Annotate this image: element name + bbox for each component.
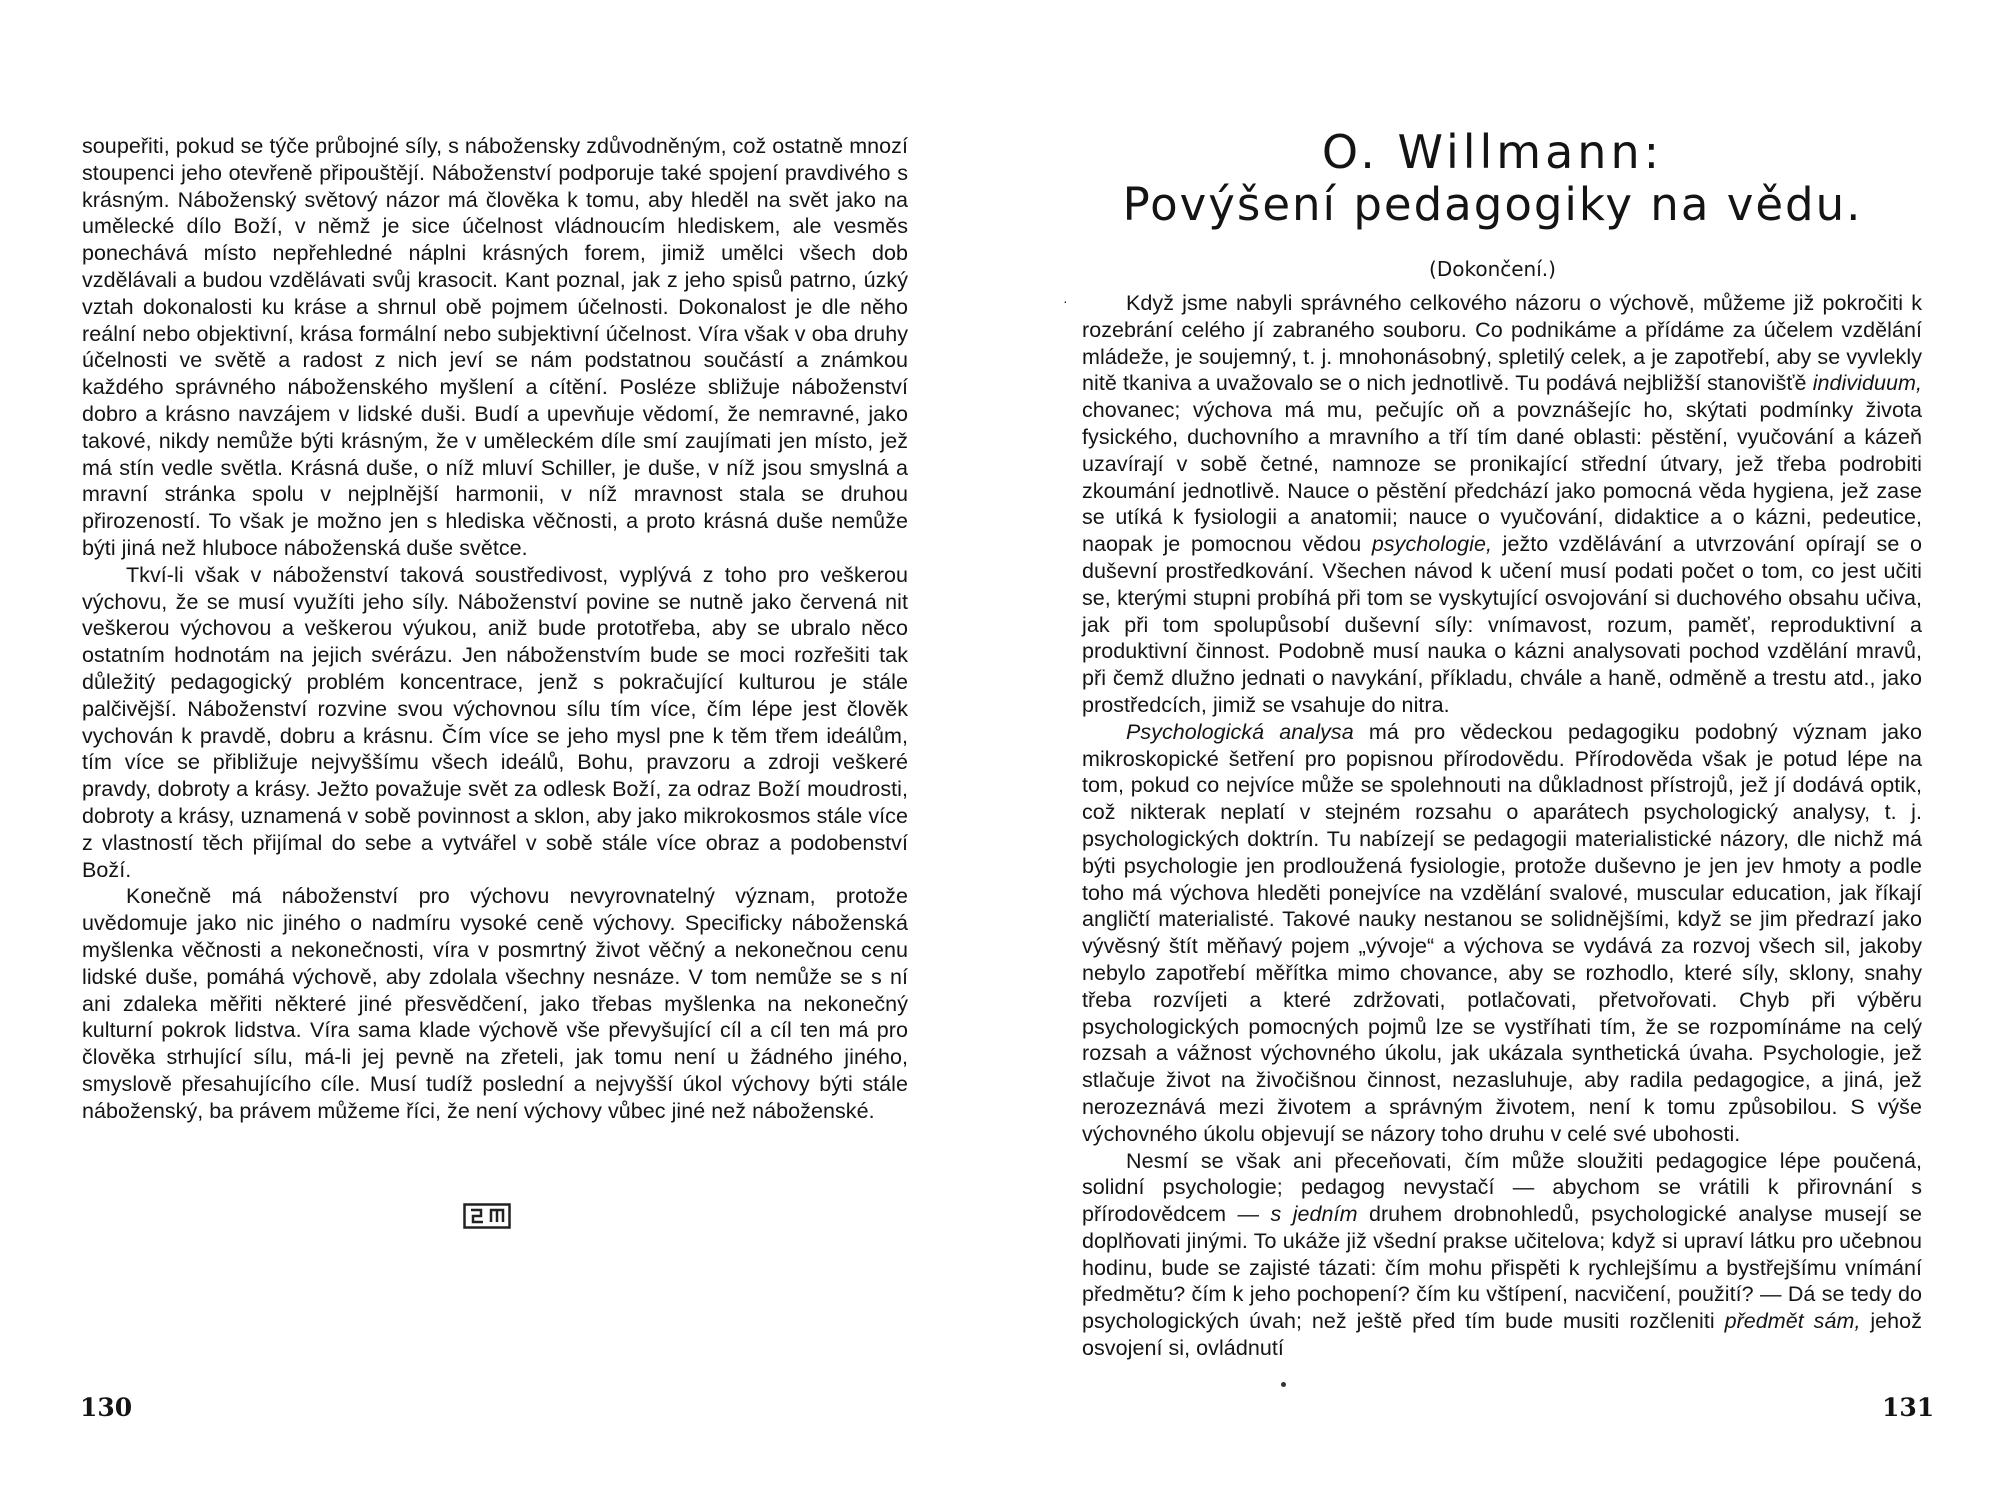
margin-mark: · [1063,293,1068,309]
paragraph: Psychologická analysa má pro vědeckou pedagogiku podobný význam jako mikroskopické šetření pro popisnou přírodovědu. Přírodověda však je potud lépe na tom, pokud co nejvíce může se spolehnouti na důkladnost přístrojů, jež jí dodává optik, což nikterak neplatí v stejném rozsahu o aparátech psychologický analysy, t. j. psychologických doktrín. Tu nabízejí se pedagogii materialistické názory, dle nichž má býti psychologie jen prodloužená fysiologie, protože duševno je jen jev hmoty a podle toho má výchova hleděti ponejvíce na vzdělání svalové, muscular education, jak říkají angličtí materialisté. Takové nauky nestanou se solidnějšími, když se jim předrazí jako vývěsný štít měňavý pojem „vývoje“ a výchova se vydává za rozvoj všech sil, jakoby nebylo zapotřebí měřítka mimo chovance, aby se rozhodlo, které síly, sklony, snahy třeba rozvíjeti a které zdržovati, potlačovati, přetvořovati. Chyb při výběru psychologických pomocných pojmů lze se vystříhati tím, že se rozpomínáme na celý rozsah a vážnost výchovného úkolu, jak ukázala synthetická úvaha. Psychologie, jež stlačuje život na živočišnou činnost, nezasluhuje, aby radila pedagogice, a jiná, jež nerozeznává mezi životem a správným životem, není k tomu způsobilou. S výše výchovného úkolu objevují se názory toho druhu v celé své ubohosti. [1082,719,1922,1146]
page-number: 130 [80,1393,133,1422]
paragraph: Nesmí se však ani přeceňovati, čím může sloužiti pedagogice lépe poučená, solidní psychologie; pedagog nevystačí — abychom se vrátili k přirovnání s přírodovědcem — s jedním druhem drobnohledů, psychologické analyse musejí se doplňovati jinými. To ukáže již všední prakse učitelova; když si upraví látku pro učebnou hodinu, bude se zajisté tázati: čím mohu přispěti k rychlejšímu a bystřejšímu vnímání předmětu? čím k jeho pochopení? čím ku vštípení, nacvičení, použití? — Dá se tedy do psychologických úvah; než ještě před tím bude musiti rozčleniti předmět sám, jehož osvojení si, ovládnutí [1082,1148,1922,1361]
page-number: 131 [1882,1393,1935,1422]
paragraph: soupeřiti, pokud se týče průbojné síly, s nábožensky zdůvodněným, což ostatně mnozí stoupenci jeho otevřeně připouštějí. Náboženství podporuje také spojení pravdivého s krásným. Náboženský světový názor má člověka k tomu, aby hleděl na svět jako na umělecké dílo Boží, v němž je sice účelnost vládnoucím hlediskem, ale vesměs ponechává místo nepřehledné náplni krásných forem, jimiž umělci všech dob vzdělávali a budou vzdělávati svůj krasocit. Kant poznal, jak z jeho spisů patrno, úzký vztah dokonalosti ku kráse a shrnul obě pojmem účelnosti. Dokonalost je dle něho reální nebo objektivní, krása formální nebo subjektivní účelnost. Víra však v oba druhy účelnosti ve světě a radost z nich jeví se nám podstatnou součástí a známkou každého správného náboženského myšlení a cítění. Posléze sbližuje náboženství dobro a krásno navzájem v lidské duši. Budí a upevňuje vědomí, že nemravné, jako takové, nikdy nemůže býti krásným, že v uměleckém díle smí zaujímati jen místo, jež má stín vedle světla. Krásná duše, o níž mluví Schiller, je duše, v níž jsou smyslná a mravní stránka spolu v nejplnější harmonii, v níž mravnost stala se druhou přirozeností. To však je možno jen s hlediska věčnosti, a proto krásná duše nemůže býti jiná než hluboce náboženská duše světce. [82,134,908,560]
paragraph: Když jsme nabyli správného celkového názoru o výchově, můžeme již pokročiti k rozebrání celého jí zabraného souboru. Co podnikáme a přídáme za účelem vzdělání mládeže, je soujemný, t. j. mnohonásobný, spletilý celek, a je zapotřebí, aby se vyvlekly nitě tkaniva a uvažovalo se o nich jednotlivě. Tu podává nejbližší stanovišťě individuum, chovanec; výchova má mu, pečujíc oň a povznášejíc ho, skýtati podmínky života fysického, duchovního a mravního a tří tím dané oblasti: pěstění, vyučování a kázeň uzavírají v sobě četné, namnoze se pronikající střední útvary, jež třeba podrobiti zkoumání jednotlivě. Nauce o pěstění předchází jako pomocná věda hygiena, jež zase se utíká k fysiologii a anatomii; nauce o vyučování, didaktice a o kázni, pedeutice, naopak je pomocnou vědou psychologie, ježto vzdělávání a utvrzování opírají se o duševní prostředkování. Všechen návod k učení musí podati počet o tom, co jest učiti se, kterými stupni probíhá při tom se vyskytující osvojování si duchového obsahu učiva, jak při tom spolupůsobí duševní síly: vnímavost, rozum, paměť, reproduktivní a produktivní činnost. Podobně musí nauka o kázni analysovati pochod vzdělání mravů, při čemž dlužno jednati o navykání, příkladu, chvále a haně, odměně a trestu atd., jako prostředcích, jimiž se vsahuje do nitra. [1082,291,1922,717]
right-text-column [1082,290,1922,1362]
ornament-icon [463,1203,511,1229]
stray-dot [1281,1382,1286,1387]
continued-note: (Dokončení.) [1429,257,1556,281]
right-page [995,0,1990,1500]
article-title: Povýšení pedagogiky na vědu. [1122,178,1863,231]
left-text-column [82,133,908,1124]
author-heading: O. Willmann: [1321,125,1664,179]
paragraph: Konečně má náboženství pro výchovu nevyrovnatelný význam, protože uvědomuje jako nic jiného o nadmíru vysoké ceně výchovy. Specificky náboženská myšlenka věčnosti a nekonečnosti, víra v posmrtný život věčný a nekonečnou cenu lidské duše, pomáhá výchově, aby zdolala všechny nesnáze. V tom nemůže se s ní ani zdaleka měřiti některé jiné přesvědčení, jako třebas myšlenka na nekonečný kulturní pokrok lidstva. Víra sama klade výchově vše převyšující cíl a cíl ten má pro člověka strhující sílu, má-li jej pevně na zřeteli, jak tomu není u žádného jiného, smyslově přesahujícího cíle. Musí tudíž poslední a nejvyšší úkol výchovy býti stále náboženský, ba právem můžeme říci, že není výchovy vůbec jiné než náboženské. [82,884,908,1123]
paragraph: Tkví-li však v náboženství taková soustředivost, vyplývá z toho pro veškerou výchovu, že se musí využíti jeho síly. Náboženství povine se nutně jako červená nit veškerou výchovou a veškerou výukou, aniž bude prototřeba, aby se ubralo něco ostatním hodnotám na jejich svérázu. Jen náboženstvím bude se moci rozřešiti tak důležitý pedagogický problém koncentrace, jenž s pokračující kulturou je stále palčivější. Náboženství rozvine svou výchovnou sílu tím více, čím lépe jest člověk vychován k pravdě, dobru a krásnu. Čím více se jeho mysl pne k těm třem ideálům, tím více se přibližuje nejvyššímu všech ideálů, Bohu, pravzoru a zdroji veškeré pravdy, dobroty a krásy. Ježto považuje svět za odlesk Boží, za odraz Boží moudrosti, dobroty a krásy, uznamená v sobě povinnost a sklon, aby jako mikrokosmos stále více z vlastností těch přijímal do sebe a vytvářel v sobě stále více obraz a podobenství Boží. [82,562,908,882]
